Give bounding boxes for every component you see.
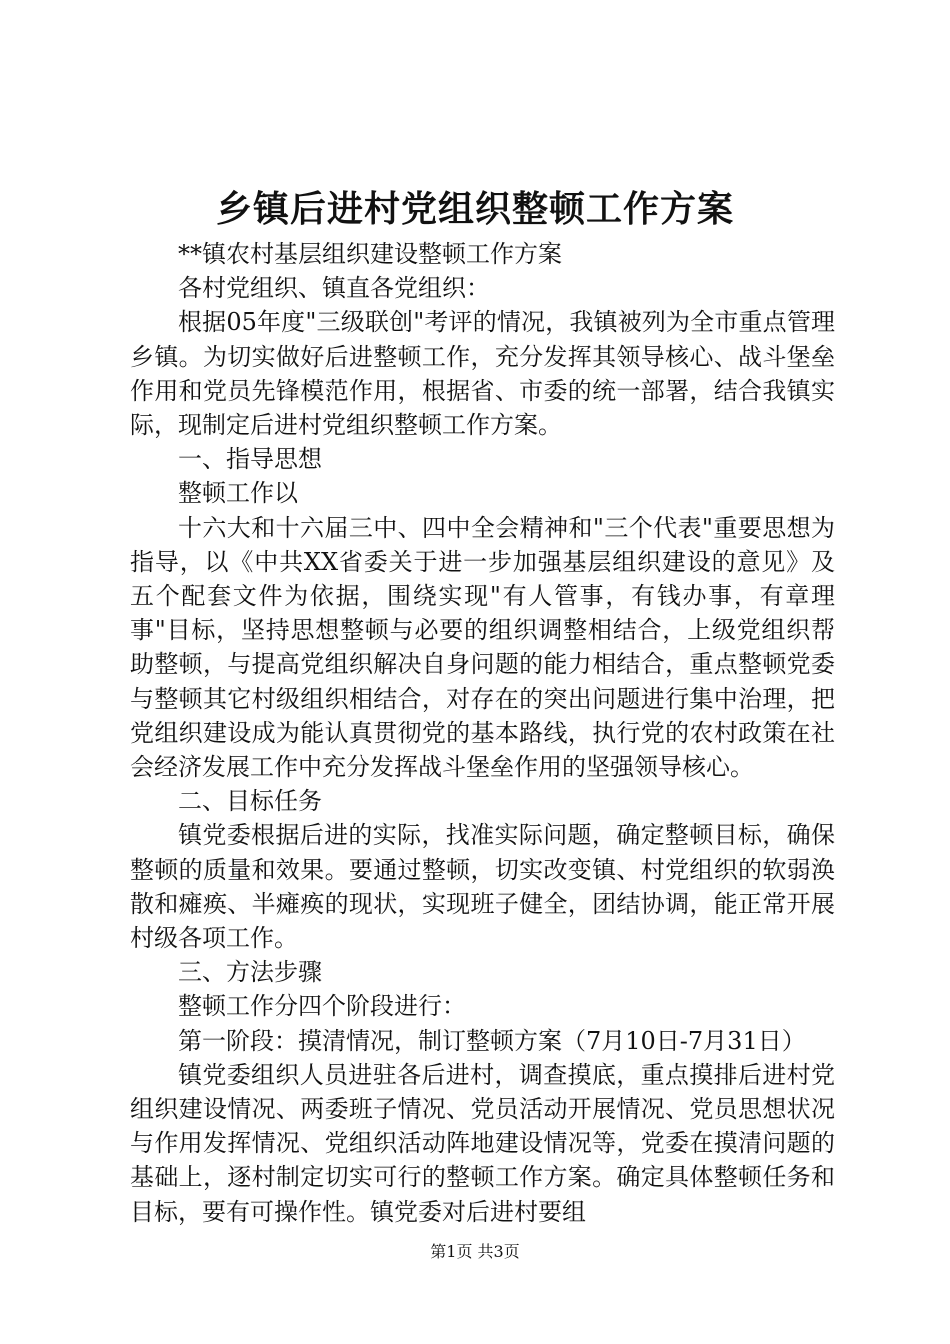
section-heading-guiding-ideology: 一、指导思想: [178, 445, 322, 474]
paragraph: 十六大和十六届三中、四中全会精神和"三个代表"重要思想为指导，以《中共XX省委关于进一步加强基层组织建设的意见》及五个配套文件为依据，围绕实现"有人管事，有钱办事，有章理事"目标，坚持思想整顿与必要的组织调整相结合，上级党组织帮助整顿，与提高党组织解决自身问题的能力相结合，重点整顿党委与整顿其它村级组织相结合，对存在的突出问题进行集中治理，把党组织建设成为能认真贯彻党的基本路线，执行党的农村政策在社会经济发展工作中充分发挥战斗堡垒作用的坚强领导核心。: [130, 513, 835, 782]
section-heading-methods: 三、方法步骤: [178, 958, 322, 987]
paragraph: 整顿工作分四个阶段进行：: [178, 992, 466, 1021]
paragraph-subtitle: **镇农村基层组织建设整顿工作方案: [178, 240, 562, 268]
paragraph: 整顿工作以: [178, 479, 298, 508]
document-title: 乡镇后进村党组织整顿工作方案: [215, 188, 734, 230]
paragraph: 镇党委根据后进的实际，找准实际问题，确定整顿目标，确保整顿的质量和效果。要通过整顿，切实改变镇、村党组织的软弱涣散和瘫痪、半瘫痪的现状，实现班子健全，团结协调，能正常开展村级各项工作。: [130, 821, 835, 953]
paragraph: 镇党委组织人员进驻各后进村，调查摸底，重点摸排后进村党组织建设情况、两委班子情况、党员活动开展情况、党员思想状况与作用发挥情况、党组织活动阵地建设情况等，党委在摸清问题的基础上，逐村制定切实可行的整顿工作方案。确定具体整顿任务和目标，要有可操作性。镇党委对后进村要组: [130, 1060, 835, 1226]
paragraph-intro: 根据05年度"三级联创"考评的情况，我镇被列为全市重点管理乡镇。为切实做好后进整顿工作，充分发挥其领导核心、战斗堡垒作用和党员先锋模范作用，根据省、市委的统一部署，结合我镇实际，现制定后进村党组织整顿工作方案。: [130, 308, 835, 440]
paragraph-stage-one: 第一阶段：摸清情况，制订整顿方案（7月10日-7月31日）: [178, 1026, 806, 1055]
paragraph-salutation: 各村党组织、镇直各党组织：: [178, 274, 490, 303]
page-footer: 第1页 共3页: [430, 1242, 520, 1261]
document-body: [130, 237, 835, 1229]
section-heading-goals: 二、目标任务: [178, 787, 322, 816]
